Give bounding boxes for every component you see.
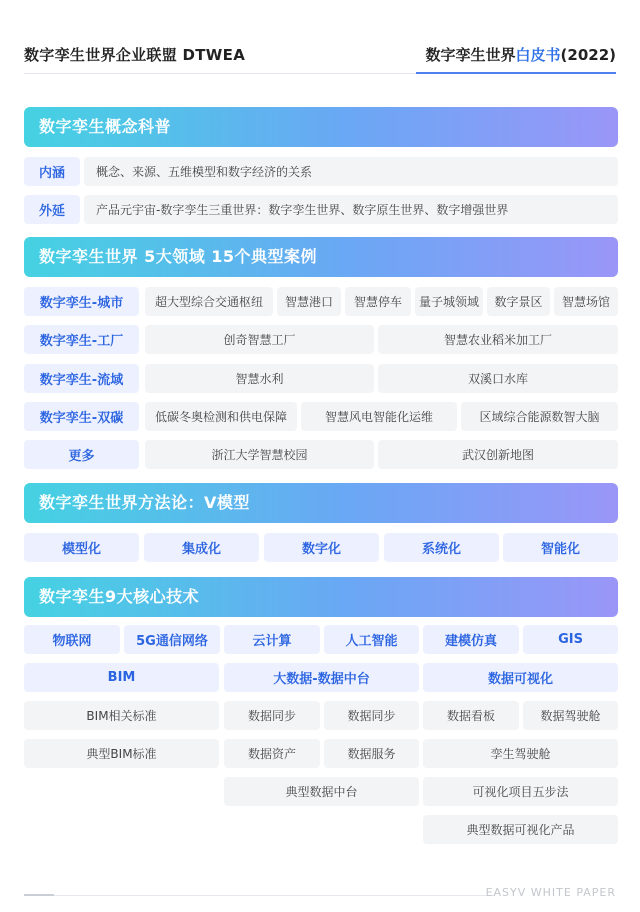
vis-sub-item: 典型数据可视化产品 <box>423 815 618 844</box>
section3-banner: 数字孪生世界方法论：V模型 <box>24 483 618 523</box>
case-item: 智慧场馆 <box>554 287 618 316</box>
tech-item: 5G通信网络 <box>124 625 220 654</box>
case-item: 智慧农业稻米加工厂 <box>378 325 618 354</box>
domain-label-city: 数字孪生-城市 <box>24 287 139 316</box>
footer-brand: EASYV WHITE PAPER <box>485 886 616 899</box>
header-org: 数字孪生世界企业联盟 DTWEA <box>24 46 246 64</box>
case-item: 区域综合能源数智大脑 <box>461 402 618 431</box>
section1-text-connotation: 概念、来源、五维模型和数字经济的关系 <box>84 157 618 186</box>
bim-sub-item: BIM相关标准 <box>24 701 219 730</box>
bigdata-sub-item: 典型数据中台 <box>224 777 419 806</box>
case-item: 超大型综合交通枢纽 <box>145 287 273 316</box>
tech-item: GIS <box>523 625 618 654</box>
case-item: 智慧停车 <box>345 287 411 316</box>
section1-label-connotation: 内涵 <box>24 157 80 186</box>
case-item: 智慧港口 <box>277 287 341 316</box>
vmodel-item: 模型化 <box>24 533 139 562</box>
tech-item-visualization: 数据可视化 <box>423 663 618 692</box>
case-item: 低碳冬奥检测和供电保障 <box>145 402 297 431</box>
header-divider-accent <box>416 72 616 74</box>
case-item: 数字景区 <box>487 287 550 316</box>
vmodel-item: 智能化 <box>503 533 618 562</box>
section2-banner: 数字孪生世界 5大领域 15个典型案例 <box>24 237 618 277</box>
vis-sub-item: 数据驾驶舱 <box>523 701 618 730</box>
bigdata-sub-item: 数据同步 <box>224 701 320 730</box>
vis-sub-item: 孪生驾驶舱 <box>423 739 618 768</box>
tech-item: 建模仿真 <box>423 625 519 654</box>
vmodel-item: 集成化 <box>144 533 259 562</box>
vis-sub-item: 数据看板 <box>423 701 519 730</box>
header-doc-title <box>426 44 617 65</box>
case-item: 武汉创新地图 <box>378 440 618 469</box>
header-doc-highlight: 白皮书 <box>515 46 561 64</box>
tech-item: 物联网 <box>24 625 120 654</box>
footer-divider-mark <box>24 894 54 896</box>
footer-divider <box>24 895 494 896</box>
domain-label-factory: 数字孪生-工厂 <box>24 325 139 354</box>
domain-label-more: 更多 <box>24 440 139 469</box>
vis-sub-item: 可视化项目五步法 <box>423 777 618 806</box>
case-item: 创奇智慧工厂 <box>145 325 374 354</box>
section1-label-extension: 外延 <box>24 195 80 224</box>
case-item: 智慧风电智能化运维 <box>301 402 457 431</box>
header-doc-prefix: 数字孪生世界 <box>425 46 516 64</box>
vmodel-item: 系统化 <box>384 533 499 562</box>
tech-item: 人工智能 <box>324 625 419 654</box>
bigdata-sub-item: 数据服务 <box>324 739 419 768</box>
domain-label-carbon: 数字孪生-双碳 <box>24 402 139 431</box>
bigdata-sub-item: 数据同步 <box>324 701 419 730</box>
case-item: 浙江大学智慧校园 <box>145 440 374 469</box>
vmodel-item: 数字化 <box>264 533 379 562</box>
bim-sub-item: 典型BIM标准 <box>24 739 219 768</box>
section4-banner: 数字孪生9大核心技术 <box>24 577 618 617</box>
bigdata-sub-item: 数据资产 <box>224 739 320 768</box>
section1-text-extension: 产品元宇宙-数字孪生三重世界：数字孪生世界、数字原生世界、数字增强世界 <box>84 195 618 224</box>
section1-banner: 数字孪生概念科普 <box>24 107 618 147</box>
case-item: 双溪口水库 <box>378 364 618 393</box>
tech-item-bim: BIM <box>24 663 219 692</box>
domain-label-basin: 数字孪生-流域 <box>24 364 139 393</box>
case-item: 量子城领域 <box>415 287 483 316</box>
case-item: 智慧水利 <box>145 364 374 393</box>
tech-item: 云计算 <box>224 625 320 654</box>
header-doc-year: (2022) <box>560 46 616 64</box>
tech-item-bigdata: 大数据-数据中台 <box>224 663 419 692</box>
